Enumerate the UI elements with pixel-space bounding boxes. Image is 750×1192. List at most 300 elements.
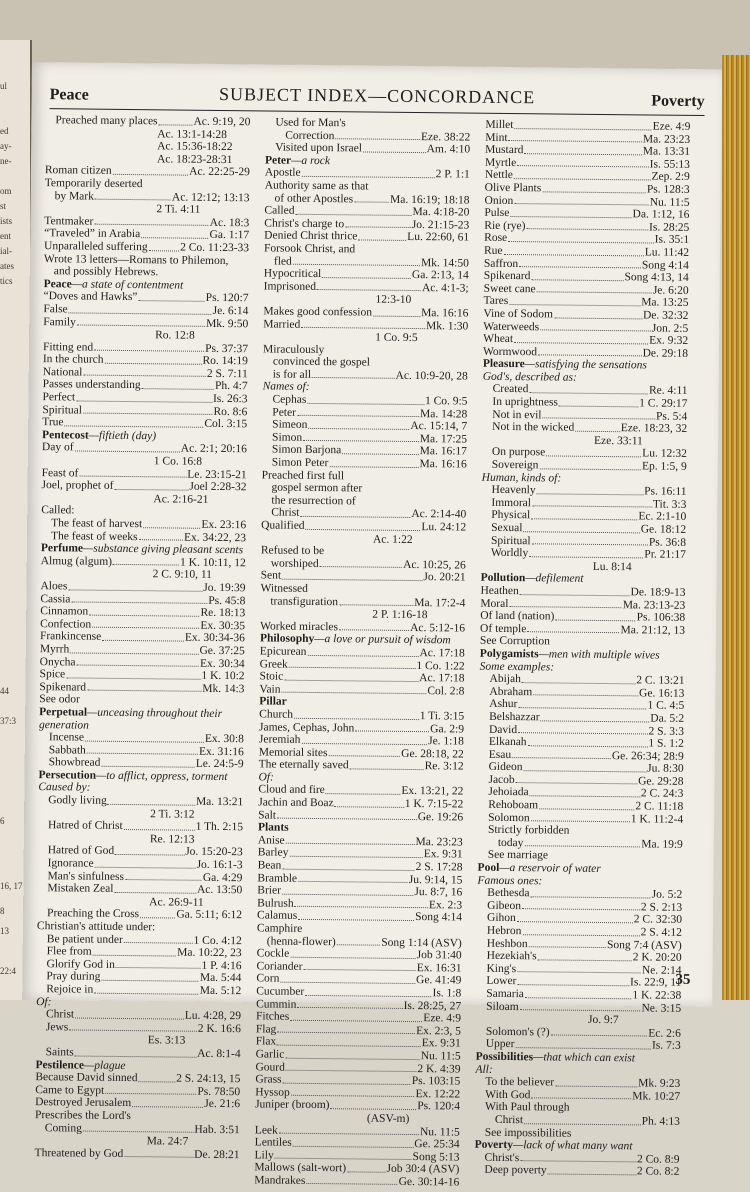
scripture-reference: 1 K. 11:2-4: [631, 813, 683, 826]
entry-term: Glorify God in: [46, 958, 114, 971]
entry-term: Siloam: [486, 1000, 519, 1013]
left-page-fragment: ists: [0, 215, 28, 227]
scripture-reference: Lu. 24:12: [421, 521, 466, 534]
header-title: SUBJECT INDEX—CONCORDANCE: [50, 82, 705, 110]
heading-definition: —men with multiple wives: [539, 648, 660, 661]
leader-dots: [358, 239, 406, 240]
leader-dots: [75, 1017, 184, 1019]
entry-term: Showbread: [49, 756, 101, 769]
entry-text: Authority same as that: [265, 179, 470, 194]
entry-term: In the church: [43, 353, 104, 366]
leader-dots: [101, 766, 194, 768]
entry-term: of other Apostles: [275, 192, 354, 205]
index-entry: [484, 282, 689, 297]
heading-definition: —substance giving pleasant scents: [83, 543, 243, 557]
heading-word: Peace: [44, 278, 72, 290]
heading-word: Pollution: [481, 572, 526, 584]
reference-continuation: Ro. 12:8: [43, 328, 248, 343]
leader-dots: [518, 707, 646, 709]
entry-term: Coriander: [256, 960, 302, 973]
scripture-reference: Ex. 34:22, 23: [184, 531, 246, 544]
heading-definition: —a reservoir of water: [499, 862, 601, 875]
entry-term: Christ's: [484, 1151, 519, 1164]
leader-dots: [337, 944, 381, 945]
scripture-reference: Is. 55:13: [650, 158, 690, 171]
leader-dots: [69, 1030, 197, 1032]
leader-dots: [524, 846, 640, 848]
entry-term: Man's sinfulness: [47, 870, 124, 883]
scripture-reference: 1 K. 22:38: [632, 989, 681, 1002]
scripture-reference: Ma. 5:44: [200, 972, 242, 985]
entry-term: Brier: [257, 885, 281, 898]
scripture-reference: Ge. 37:25: [199, 645, 244, 658]
leader-dots: [518, 732, 647, 734]
entry-term: Deep poverty: [484, 1164, 546, 1177]
scripture-reference: Zep. 2:9: [651, 171, 689, 184]
entry-text: Strictly forbidden: [478, 824, 683, 839]
leader-dots: [306, 1183, 397, 1185]
leader-dots: [527, 632, 619, 634]
entry-term: On purpose: [492, 446, 545, 459]
scripture-reference: Le. 24:5-9: [196, 758, 244, 771]
leader-dots: [326, 793, 401, 795]
leader-dots: [526, 229, 648, 231]
entry-term: Myrtle: [485, 157, 516, 170]
entry-term: Hypocritical: [264, 268, 322, 281]
entry-term: Gourd: [255, 1061, 285, 1074]
scripture-reference: Ac. 17:18: [419, 647, 464, 660]
left-page-fragment: ne-: [0, 155, 28, 167]
entry-term: Day of: [42, 442, 74, 455]
leader-dots: [159, 124, 193, 125]
entry-term: Jachin and Boaz: [258, 796, 334, 809]
scripture-reference: Ps. 120:4: [417, 1100, 460, 1113]
leader-dots: [293, 1145, 414, 1147]
leader-dots: [85, 740, 204, 742]
index-entry: [36, 1021, 241, 1036]
index-entry: [256, 960, 461, 975]
entry-term: Christ: [495, 1114, 523, 1127]
leader-dots: [139, 1081, 176, 1082]
entry-term: Lily: [254, 1149, 273, 1162]
entry-term: Preached many places: [55, 114, 157, 128]
leader-dots: [515, 1047, 651, 1049]
entry-text: Preached first full: [262, 469, 467, 484]
reference-continuation: Ac. 2:16-21: [41, 492, 246, 507]
leader-dots: [517, 921, 633, 923]
entry-term: Vine of Sodom: [483, 308, 553, 321]
scripture-reference: 2 K. 16:6: [198, 1023, 241, 1036]
scripture-reference: Ac. 12:12; 13:13: [172, 191, 250, 204]
index-entry: [256, 1011, 461, 1026]
entry-term: Vain: [259, 683, 280, 696]
leader-dots: [363, 151, 426, 153]
scripture-reference: 2 Co. 8:2: [637, 1166, 680, 1179]
leader-dots: [306, 528, 421, 530]
entry-term: True: [42, 416, 63, 429]
entry-term: Memorial sites: [259, 746, 328, 759]
leader-dots: [322, 277, 411, 279]
heading-word: Persecution: [38, 769, 96, 782]
index-entry: [485, 157, 690, 172]
gilt-page-edges: [722, 55, 750, 1000]
index-entry: [35, 1122, 240, 1137]
entry-term: Apostle: [265, 167, 301, 180]
leader-dots: [522, 682, 635, 684]
index-entry: [261, 519, 466, 534]
leader-dots: [525, 997, 631, 999]
entry-text: Used for Man's: [265, 116, 470, 131]
entry-term: Destroyed Jerusalem: [35, 1096, 131, 1110]
leader-dots: [301, 743, 427, 745]
scripture-reference: Je. 6:14: [213, 305, 249, 318]
entry-term: Fitting end: [43, 341, 93, 354]
scripture-reference: Ma. 16:17: [420, 446, 467, 459]
entry-term: Onion: [485, 194, 514, 207]
leader-dots: [279, 1133, 419, 1135]
header-last-entry: Poverty: [651, 92, 704, 111]
scripture-reference: Eze. 4:9: [653, 121, 691, 134]
subheading: All:: [475, 1063, 680, 1078]
leader-dots: [555, 1085, 637, 1087]
leader-dots: [289, 667, 416, 669]
entry-term: David: [489, 723, 517, 736]
scripture-reference: Song 4:13, 14: [624, 271, 688, 284]
entry-term: Perfect: [42, 391, 75, 404]
leader-dots: [290, 957, 415, 959]
leader-dots: [522, 934, 639, 936]
index-entry: [255, 1099, 460, 1114]
index-entry: [476, 1000, 681, 1015]
index-entry: [260, 595, 465, 610]
index-entry: [264, 280, 469, 295]
leader-dots: [286, 1070, 416, 1072]
scripture-reference: Ma. 16:16: [421, 307, 468, 320]
scripture-reference: Ma. 5:12: [200, 985, 242, 998]
index-entry: [257, 872, 462, 887]
entry-term: Mallows (salt-wort): [254, 1162, 346, 1176]
scripture-reference: Song 7:4 (ASV): [607, 939, 682, 952]
index-entry: [265, 192, 470, 207]
scripture-reference: Ga. 2:13, 14: [412, 269, 469, 282]
leader-dots: [93, 954, 176, 956]
entry-term: Correction: [285, 129, 334, 142]
scripture-reference: Lu. 22:60, 61: [407, 231, 469, 244]
entry-term: Solomon: [488, 811, 530, 824]
entry-term: Jeremiah: [259, 734, 301, 747]
entry-term: Garlic: [256, 1048, 285, 1061]
leader-dots: [124, 942, 193, 944]
entry-term: Sabbath: [49, 744, 86, 757]
index-entry: [481, 547, 686, 562]
leader-dots: [335, 806, 404, 808]
leader-dots: [277, 1032, 415, 1034]
entry-term: Qualified: [261, 519, 305, 532]
scripture-reference: Le. 23:15-21: [187, 468, 247, 481]
leader-dots: [307, 403, 424, 405]
entry-term: Pray during: [46, 971, 100, 984]
index-entry: [474, 1164, 679, 1179]
entry-text: See impossibilities: [475, 1126, 680, 1141]
scripture-reference: Nu. 11:5: [650, 196, 690, 209]
scripture-reference: Ro. 14:19: [202, 355, 248, 368]
entry-term: Lentiles: [255, 1136, 292, 1149]
leader-dots: [293, 264, 420, 266]
left-page-fragment: ul: [0, 80, 28, 92]
subheading: generation: [39, 719, 244, 734]
left-page-fragment: 44: [0, 685, 28, 697]
leader-dots: [522, 909, 640, 911]
entry-term: by Mark: [55, 190, 94, 203]
entry-term: Threatened by God: [35, 1147, 124, 1161]
scripture-reference: Ph. 4:7: [215, 380, 248, 393]
index-entry: [482, 421, 687, 436]
leader-dots: [509, 606, 621, 608]
leader-dots: [355, 731, 429, 733]
scripture-reference: Ac. 9:19, 20: [193, 116, 250, 129]
scripture-reference: Ex. 9:31: [424, 849, 463, 862]
scripture-reference: Ph. 4:13: [642, 1115, 680, 1128]
leader-dots: [76, 665, 199, 667]
leader-dots: [94, 992, 199, 994]
index-entry: [38, 819, 243, 834]
index-entry: [45, 190, 250, 205]
entry-term: Not in evil: [492, 408, 541, 421]
scripture-reference: Is. 1:8: [432, 987, 461, 1000]
entry-term: Stoic: [260, 671, 284, 684]
left-page-fragment: ed: [0, 125, 28, 137]
reference-continuation: Ac. 13:1-14:28: [45, 127, 250, 142]
entry-term: Spice: [40, 668, 66, 681]
scripture-reference: Ex. 31:16: [199, 745, 244, 758]
leader-dots: [529, 392, 648, 394]
leader-dots: [298, 881, 408, 883]
scripture-reference: 2 S. 4:12: [641, 926, 682, 939]
scripture-reference: Mk. 9:23: [638, 1078, 680, 1091]
page-number: 35: [675, 972, 690, 989]
entry-term: Corn: [256, 973, 279, 986]
entry-term: Tares: [483, 295, 508, 308]
leader-dots: [548, 1173, 636, 1175]
leader-dots: [520, 1160, 636, 1162]
entry-term: Flag: [256, 1023, 277, 1036]
heading-definition: —unceasing throughout their: [87, 707, 222, 720]
leader-dots: [102, 640, 184, 642]
heading-word: Pillar: [259, 696, 287, 708]
scripture-reference: Je. 1:18: [428, 735, 464, 748]
leader-dots: [95, 199, 171, 201]
leader-dots: [514, 203, 648, 205]
entry-term: “Doves and Hawks”: [43, 290, 137, 304]
leader-dots: [70, 652, 198, 654]
leader-dots: [149, 250, 180, 251]
leader-dots: [75, 450, 180, 452]
scripture-reference: 1 Ti. 3:15: [420, 710, 465, 723]
scripture-reference: 1 P. 4:16: [202, 960, 242, 973]
entry-text: Called:: [41, 505, 246, 520]
scripture-reference: Ps. 36:8: [649, 536, 686, 549]
leader-dots: [297, 1007, 402, 1009]
scripture-reference: 1 K. 10:2: [201, 670, 244, 683]
scripture-reference: Eze. 38:22: [421, 131, 470, 144]
entry-term: Physical: [491, 509, 530, 522]
scripture-reference: Ex. 23:16: [201, 519, 246, 532]
leader-dots: [533, 695, 638, 697]
entry-term: Mistaken Zeal: [47, 882, 113, 895]
subheading: Of:: [36, 996, 241, 1011]
entry-term: Mint: [485, 131, 508, 144]
left-page-fragment: 22:4: [0, 965, 28, 977]
left-page-fragment: ial-: [0, 245, 28, 257]
entry-term: Grass: [255, 1074, 281, 1087]
leader-dots: [510, 216, 631, 218]
heading-word: Pleasure: [483, 358, 525, 370]
scripture-reference: 2 C. 32:30: [634, 914, 682, 927]
entry-term: Confection: [40, 618, 91, 631]
entry-term: Calamus: [257, 910, 297, 923]
scripture-reference: Nu. 11:5: [420, 1126, 460, 1139]
leader-dots: [140, 917, 175, 918]
scripture-reference: Song 1:14 (ASV): [381, 936, 462, 949]
entry-term: Elkanah: [489, 736, 527, 749]
entry-term: Unparalleled suffering: [44, 240, 148, 254]
index-entry: [40, 656, 245, 671]
reference-continuation: 12:3-10: [263, 293, 468, 308]
scripture-reference: Ge. 29:28: [638, 775, 683, 788]
leader-dots: [297, 415, 419, 417]
reference-continuation: 1 Co. 16:8: [42, 454, 247, 469]
entry-term: Saints: [46, 1046, 74, 1059]
scripture-reference: Jo. 20:21: [423, 572, 465, 585]
leader-dots: [537, 292, 652, 294]
entry-term: Onycha: [40, 656, 76, 669]
entry-term: Immoral: [491, 497, 531, 510]
entry-term: The eternally saved: [259, 759, 349, 773]
index-columns: [36, 114, 705, 981]
leader-dots: [83, 1131, 194, 1133]
entry-term: Abraham: [489, 686, 532, 699]
scripture-reference: Song 4:14: [415, 911, 462, 924]
entry-term: Rose: [484, 232, 507, 245]
leader-dots: [141, 237, 208, 239]
scripture-reference: Lu. 12:32: [642, 448, 687, 461]
entry-term: Bulrush: [257, 897, 294, 910]
index-heading: [476, 1051, 681, 1066]
leader-dots: [115, 854, 184, 856]
scripture-reference: Is. 26:3: [213, 393, 248, 406]
leader-dots: [282, 893, 413, 895]
heading-definition: —a love or pursuit of wisdom: [314, 633, 451, 646]
scripture-reference: De. 32:32: [643, 309, 688, 322]
scripture-reference: Is. 35:1: [655, 234, 690, 247]
entry-term: Flee from: [47, 945, 92, 958]
entry-term: Cassia: [40, 593, 70, 606]
entry-term: Simon Barjona: [272, 444, 341, 457]
leader-dots: [529, 946, 606, 948]
scripture-reference: Ga. 1:17: [210, 229, 250, 242]
scripture-reference: Ge. 28:18, 22: [401, 748, 464, 761]
index-entry: [484, 219, 689, 234]
scripture-reference: Ma. 13:25: [641, 297, 688, 310]
scripture-reference: Pr. 21:17: [644, 549, 686, 562]
entry-term: Solomon's (?): [486, 1026, 550, 1039]
subheading: God's, described as:: [483, 371, 688, 386]
scripture-reference: Ge. 16:13: [639, 687, 684, 700]
scripture-reference: De. 29:18: [643, 347, 688, 360]
heading-definition: —that which can exist: [533, 1051, 635, 1064]
leader-dots: [542, 418, 654, 420]
index-entry: [43, 290, 248, 305]
leader-dots: [282, 579, 422, 581]
leader-dots: [138, 300, 204, 302]
index-entry: [261, 557, 466, 572]
header-first-entry: Peace: [50, 86, 89, 104]
scripture-reference: Is. 7:3: [652, 1040, 681, 1053]
scripture-reference: Job 30:4 (ASV): [387, 1163, 460, 1176]
entry-term: Visited upon Israel: [275, 142, 362, 156]
leader-dots: [531, 518, 637, 520]
scripture-reference: Ex. 30:34: [200, 657, 245, 670]
leader-dots: [330, 1108, 416, 1110]
leader-dots: [320, 566, 402, 568]
book-page: [22, 62, 722, 1007]
entry-text: With Paul through: [475, 1101, 680, 1116]
leader-dots: [94, 224, 208, 226]
scripture-reference: Ex. 9:32: [649, 335, 688, 348]
index-entry: [41, 555, 246, 570]
left-page-fragment: 8: [0, 905, 28, 917]
scripture-reference: Ro. 8:6: [213, 406, 247, 419]
entry-term: Heavenly: [491, 484, 535, 497]
leader-dots: [508, 241, 654, 244]
scripture-reference: Je. 6:20: [653, 284, 689, 297]
scripture-reference: 2 C. 13:21: [636, 674, 684, 687]
reference-continuation: (ASV-m): [255, 1111, 460, 1126]
entry-term: Bean: [258, 859, 282, 872]
leader-dots: [335, 138, 420, 140]
subheading: Names of:: [263, 381, 468, 396]
index-column-1: [36, 114, 250, 976]
scripture-reference: De. 18:9-13: [630, 586, 685, 599]
scripture-reference: De. 28:21: [194, 1148, 239, 1161]
entry-term: Be patient under: [47, 933, 123, 946]
scripture-reference: Ga. 5:11; 6:12: [176, 909, 242, 922]
index-entry: [38, 794, 243, 809]
leader-dots: [280, 982, 415, 984]
index-entry: [35, 1147, 240, 1162]
heading-word: Polygamists: [480, 648, 539, 661]
entry-term: Mustard: [485, 144, 523, 157]
entry-term: Tentmaker: [44, 215, 93, 228]
heading-word: Pentecost: [42, 429, 89, 441]
leader-dots: [528, 745, 648, 747]
scripture-reference: Ga. 4:29: [203, 871, 243, 884]
scripture-reference: Col. 2:8: [427, 685, 464, 698]
entry-text: convinced the gospel: [263, 356, 468, 371]
background-surface: [0, 0, 750, 70]
left-page-fragment: om: [0, 185, 28, 197]
index-column-2: [256, 116, 470, 978]
leader-dots: [124, 829, 195, 831]
scripture-reference: Ps. 5:4: [656, 410, 687, 423]
index-entry: [45, 114, 250, 129]
entry-term: Jacob: [488, 774, 514, 787]
entry-term: Christ: [271, 507, 299, 520]
entry-term: Jews: [46, 1021, 69, 1034]
entry-term: fled: [274, 255, 292, 268]
leader-dots: [283, 1082, 411, 1084]
leader-dots: [69, 312, 212, 314]
